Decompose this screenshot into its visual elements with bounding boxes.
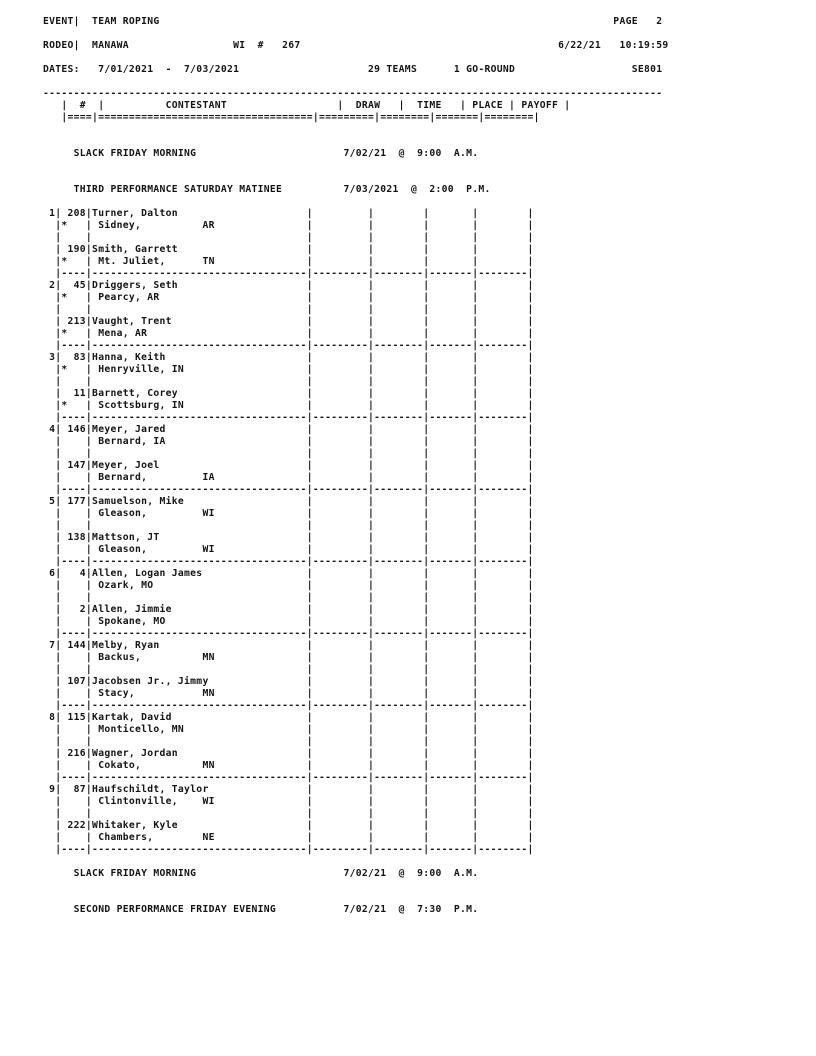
blank-line: [43, 136, 669, 148]
row-divider: |----|-----------------------------------|---------|--------|-------|--------|: [43, 700, 534, 711]
table-row: 1| 208|Turner, Dalton | | | | |: [43, 208, 534, 219]
table-row: | 216|Wagner, Jordan | | | | |: [43, 748, 534, 759]
table-row: |* | Mt. Juliet, TN | | | | |: [43, 256, 534, 267]
table-row: |* | Mena, AR | | | | |: [43, 328, 534, 339]
table-row: 9| 87|Haufschildt, Taylor | | | | |: [43, 784, 534, 795]
blank-line: [43, 880, 669, 892]
table-row: 5| 177|Samuelson, Mike | | | | |: [43, 496, 534, 507]
table-row: | | Gleason, WI | | | | |: [43, 508, 534, 519]
header-rule: -----------------------------------------------------------------------------------------------------: [43, 88, 663, 99]
table-row: | 222|Whitaker, Kyle | | | | |: [43, 820, 534, 831]
section-slack-friday-morning: SLACK FRIDAY MORNING 7/02/21 @ 9:00 A.M.: [43, 868, 479, 879]
team-block: [43, 280, 669, 352]
table-row: | | Chambers, NE | | | | |: [43, 832, 534, 843]
table-row: |* | Pearcy, AR | | | | |: [43, 292, 534, 303]
event-line: EVENT| TEAM ROPING PAGE 2: [43, 16, 663, 27]
blank-line: [43, 76, 669, 88]
team-block: [43, 352, 669, 424]
team-block: [43, 424, 669, 496]
team-block: [43, 640, 669, 712]
table-row: | | Stacy, MN | | | | |: [43, 688, 534, 699]
row-divider: |----|-----------------------------------|---------|--------|-------|--------|: [43, 340, 534, 351]
table-row: | | | | | | |: [43, 376, 534, 387]
table-row: | | | | | | |: [43, 664, 534, 675]
table-row: | | Gleason, WI | | | | |: [43, 544, 534, 555]
table-row: | | | | | | |: [43, 520, 534, 531]
table-row: | 11|Barnett, Corey | | | | |: [43, 388, 534, 399]
blank-line: [43, 124, 669, 136]
table-row: | | Monticello, MN | | | | |: [43, 724, 534, 735]
table-row: | 147|Meyer, Joel | | | | |: [43, 460, 534, 471]
table-row: | 190|Smith, Garrett | | | | |: [43, 244, 534, 255]
row-divider: |----|-----------------------------------|---------|--------|-------|--------|: [43, 772, 534, 783]
table-row: | | Clintonville, WI | | | | |: [43, 796, 534, 807]
table-row: 7| 144|Melby, Ryan | | | | |: [43, 640, 534, 651]
table-row: 3| 83|Hanna, Keith | | | | |: [43, 352, 534, 363]
report-page: [43, 16, 669, 916]
section-third-performance: THIRD PERFORMANCE SATURDAY MATINEE 7/03/2021 @ 2:00 P.M.: [43, 184, 491, 195]
row-divider: |----|-----------------------------------|---------|--------|-------|--------|: [43, 556, 534, 567]
blank-line: [43, 892, 669, 904]
row-divider: |----|-----------------------------------|---------|--------|-------|--------|: [43, 844, 534, 855]
row-divider: |----|-----------------------------------|---------|--------|-------|--------|: [43, 628, 534, 639]
section-second-performance: SECOND PERFORMANCE FRIDAY EVENING 7/02/21 @ 7:30 P.M.: [43, 904, 479, 915]
table-row: | | Bernard, IA | | | | |: [43, 472, 534, 483]
table-row: | | | | | | |: [43, 808, 534, 819]
section-slack-friday-morning: SLACK FRIDAY MORNING 7/02/21 @ 9:00 A.M.: [43, 148, 479, 159]
table-row: | | | | | | |: [43, 736, 534, 747]
dates-line: DATES: 7/01/2021 - 7/03/2021 29 TEAMS 1 GO-ROUND SE801: [43, 64, 663, 75]
blank-line: [43, 160, 669, 172]
team-block: [43, 712, 669, 784]
team-block: [43, 496, 669, 568]
blank-line: [43, 196, 669, 208]
table-row: | 213|Vaught, Trent | | | | |: [43, 316, 534, 327]
table-row: | | | | | | |: [43, 448, 534, 459]
table-row: | | Ozark, MO | | | | |: [43, 580, 534, 591]
blank-line: [43, 28, 669, 40]
table-row: 2| 45|Driggers, Seth | | | | |: [43, 280, 534, 291]
table-row: | | Backus, MN | | | | |: [43, 652, 534, 663]
row-divider: |----|-----------------------------------|---------|--------|-------|--------|: [43, 412, 534, 423]
team-block: [43, 784, 669, 856]
rodeo-line: RODEO| MANAWA WI # 267 6/22/21 10:19:59: [43, 40, 669, 51]
table-row: | 107|Jacobsen Jr., Jimmy | | | | |: [43, 676, 534, 687]
blank-line: [43, 856, 669, 868]
table-row: 8| 115|Kartak, David | | | | |: [43, 712, 534, 723]
table-row: | | | | | | |: [43, 304, 534, 315]
table-row: |* | Scottsburg, IN | | | | |: [43, 400, 534, 411]
table-row: | | Spokane, MO | | | | |: [43, 616, 534, 627]
table-row: |* | Henryville, IN | | | | |: [43, 364, 534, 375]
row-divider: |----|-----------------------------------|---------|--------|-------|--------|: [43, 484, 534, 495]
team-block: [43, 568, 669, 640]
table-row: | 2|Allen, Jimmie | | | | |: [43, 604, 534, 615]
table-row: | | Cokato, MN | | | | |: [43, 760, 534, 771]
header-separator: |====|===================================|=========|========|=======|========|: [43, 112, 540, 123]
table-row: |* | Sidney, AR | | | | |: [43, 220, 534, 231]
table-row: | 138|Mattson, JT | | | | |: [43, 532, 534, 543]
table-row: | | Bernard, IA | | | | |: [43, 436, 534, 447]
column-headers: | # | CONTESTANT | DRAW | TIME | PLACE | PAYOFF |: [43, 100, 571, 111]
team-block: [43, 208, 669, 280]
table-row: 4| 146|Meyer, Jared | | | | |: [43, 424, 534, 435]
table-row: | | | | | | |: [43, 592, 534, 603]
teams-table: [43, 208, 669, 856]
blank-line: [43, 172, 669, 184]
table-row: | | | | | | |: [43, 232, 534, 243]
row-divider: |----|-----------------------------------|---------|--------|-------|--------|: [43, 268, 534, 279]
table-row: 6| 4|Allen, Logan James | | | | |: [43, 568, 534, 579]
blank-line: [43, 52, 669, 64]
